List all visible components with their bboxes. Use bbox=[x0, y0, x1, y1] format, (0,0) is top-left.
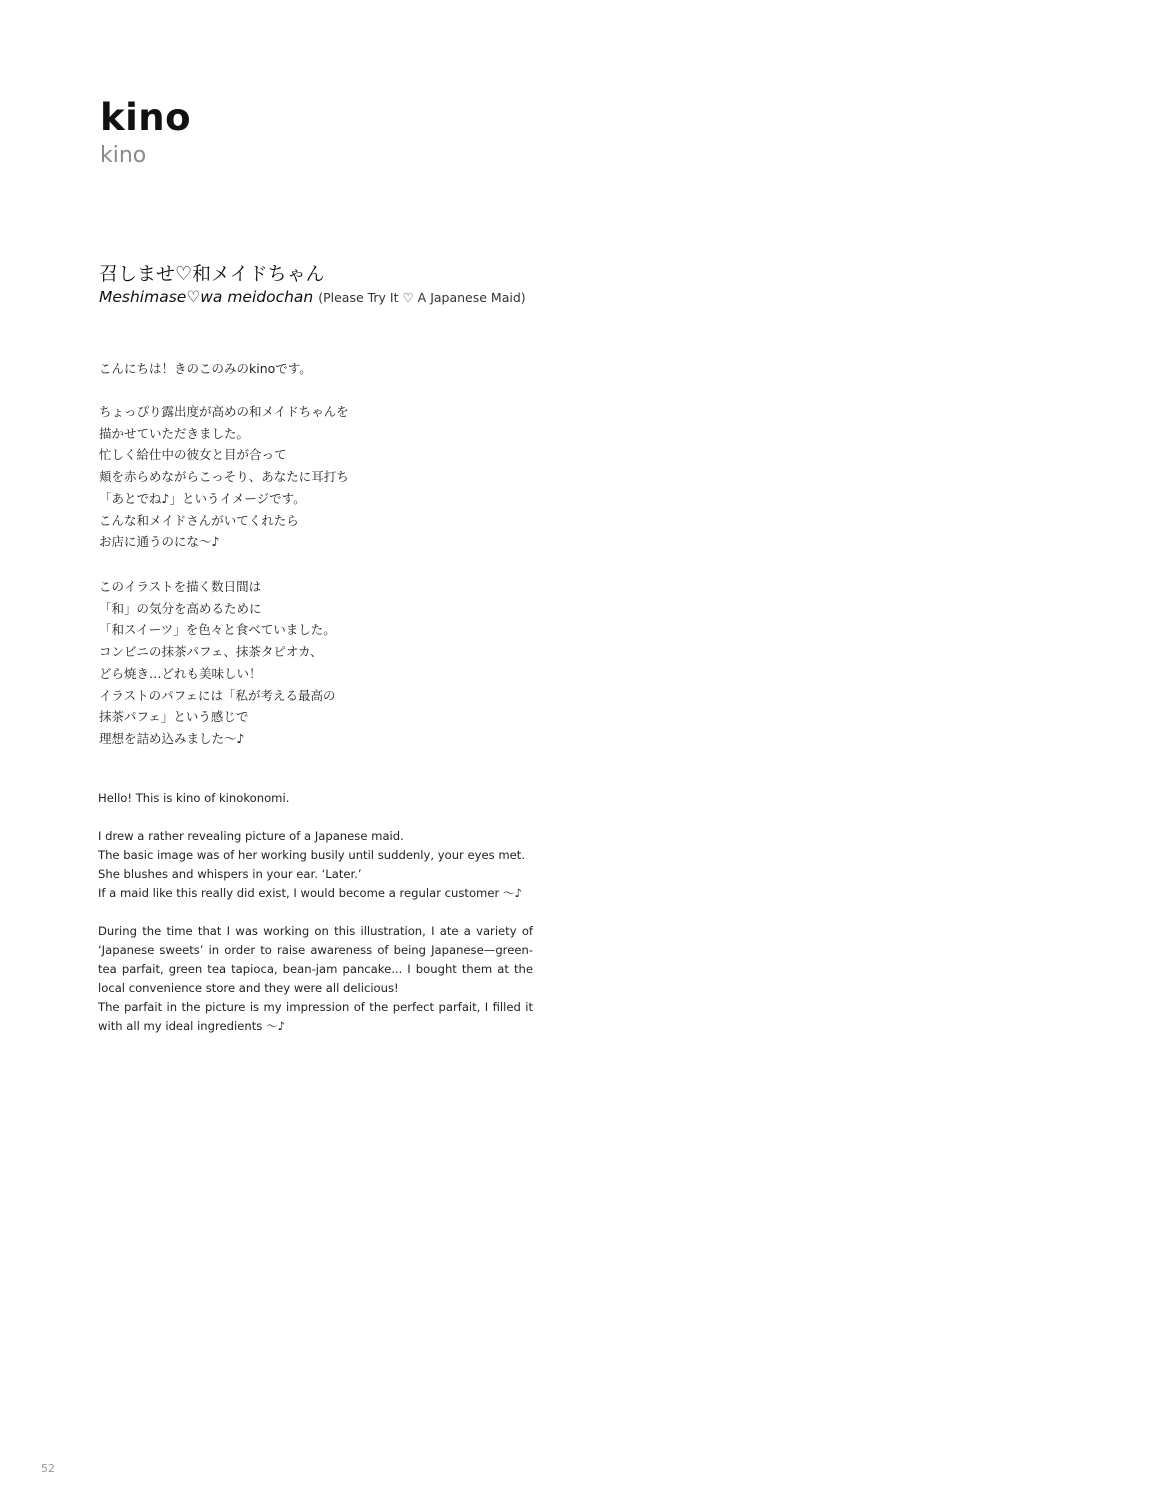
japanese-paragraph-1 bbox=[99, 401, 559, 553]
text-line: イラストのパフェには「私が考える最高の bbox=[99, 687, 336, 703]
text-line: 描かせていただきました。 bbox=[99, 425, 250, 441]
work-title-japanese: 召しませ♡和メイドちゃん bbox=[99, 263, 325, 285]
english-paragraph-2 bbox=[98, 922, 533, 1036]
page-number: 52 bbox=[41, 1462, 55, 1475]
work-title-romaji: Meshimase♡wa meidochan bbox=[99, 288, 314, 306]
text-line: こんな和メイドさんがいてくれたら bbox=[99, 512, 299, 528]
text-line: 理想を詰め込みました〜♪ bbox=[99, 730, 245, 746]
text-line: お店に通うのにな〜♪ bbox=[99, 534, 220, 550]
text-line: このイラストを描く数日間は bbox=[99, 579, 262, 594]
text-line: 「あとでね♪」というイメージです。 bbox=[99, 490, 306, 506]
text-line: 忙しく給仕中の彼女と目が合って bbox=[99, 447, 287, 463]
text-line: I drew a rather revealing picture of a Japanese maid. bbox=[98, 829, 404, 843]
text-line: 頬を赤らめながらこっそり、あなたに耳打ち bbox=[99, 469, 349, 485]
artist-subname: kino bbox=[100, 143, 147, 168]
japanese-greeting-line: こんにちは！きのこのみのkinoです。 bbox=[99, 361, 312, 376]
english-paragraph-1 bbox=[98, 827, 533, 903]
english-greeting bbox=[98, 789, 533, 808]
japanese-paragraph-2 bbox=[99, 576, 559, 750]
text-line: 「和スイーツ」を色々と食べていました。 bbox=[99, 622, 336, 638]
text-line: 抹茶パフェ」という感じで bbox=[99, 709, 249, 725]
text-line: The basic image was of her working busily until suddenly, your eyes met. bbox=[98, 848, 526, 862]
text-line: コンビニの抹茶パフェ、抹茶タピオカ、 bbox=[99, 644, 323, 660]
text-line: 「和」の気分を高めるために bbox=[99, 600, 262, 616]
text-line: どら焼き…どれも美味しい！ bbox=[99, 665, 262, 681]
english-paragraph-2-text: During the time that I was working on this illustration, I ate a variety of ‘Japanese sweets’ in order to raise awareness of being Japanese—green-tea parfait, green tea tapioca, bean-jam pancake... I bought them at the local convenience store and they were all delicious! bbox=[98, 924, 533, 995]
japanese-greeting bbox=[99, 358, 559, 380]
artist-name: kino bbox=[100, 96, 192, 139]
work-title-translation: (Please Try It ♡ A Japanese Maid) bbox=[318, 290, 526, 305]
english-paragraph-3-text: The parfait in the picture is my impression of the perfect parfait, I filled it with all my ideal ingredients 〜♪ bbox=[98, 1000, 533, 1033]
english-greeting-line: Hello! This is kino of kinokonomi. bbox=[98, 791, 290, 805]
work-title-romaji-line bbox=[99, 286, 526, 309]
text-line: She blushes and whispers in your ear. ‘Later.’ bbox=[98, 867, 362, 881]
text-line: ちょっぴり露出度が高めの和メイドちゃんを bbox=[99, 404, 349, 419]
text-line: If a maid like this really did exist, I would become a regular customer 〜♪ bbox=[98, 886, 522, 900]
